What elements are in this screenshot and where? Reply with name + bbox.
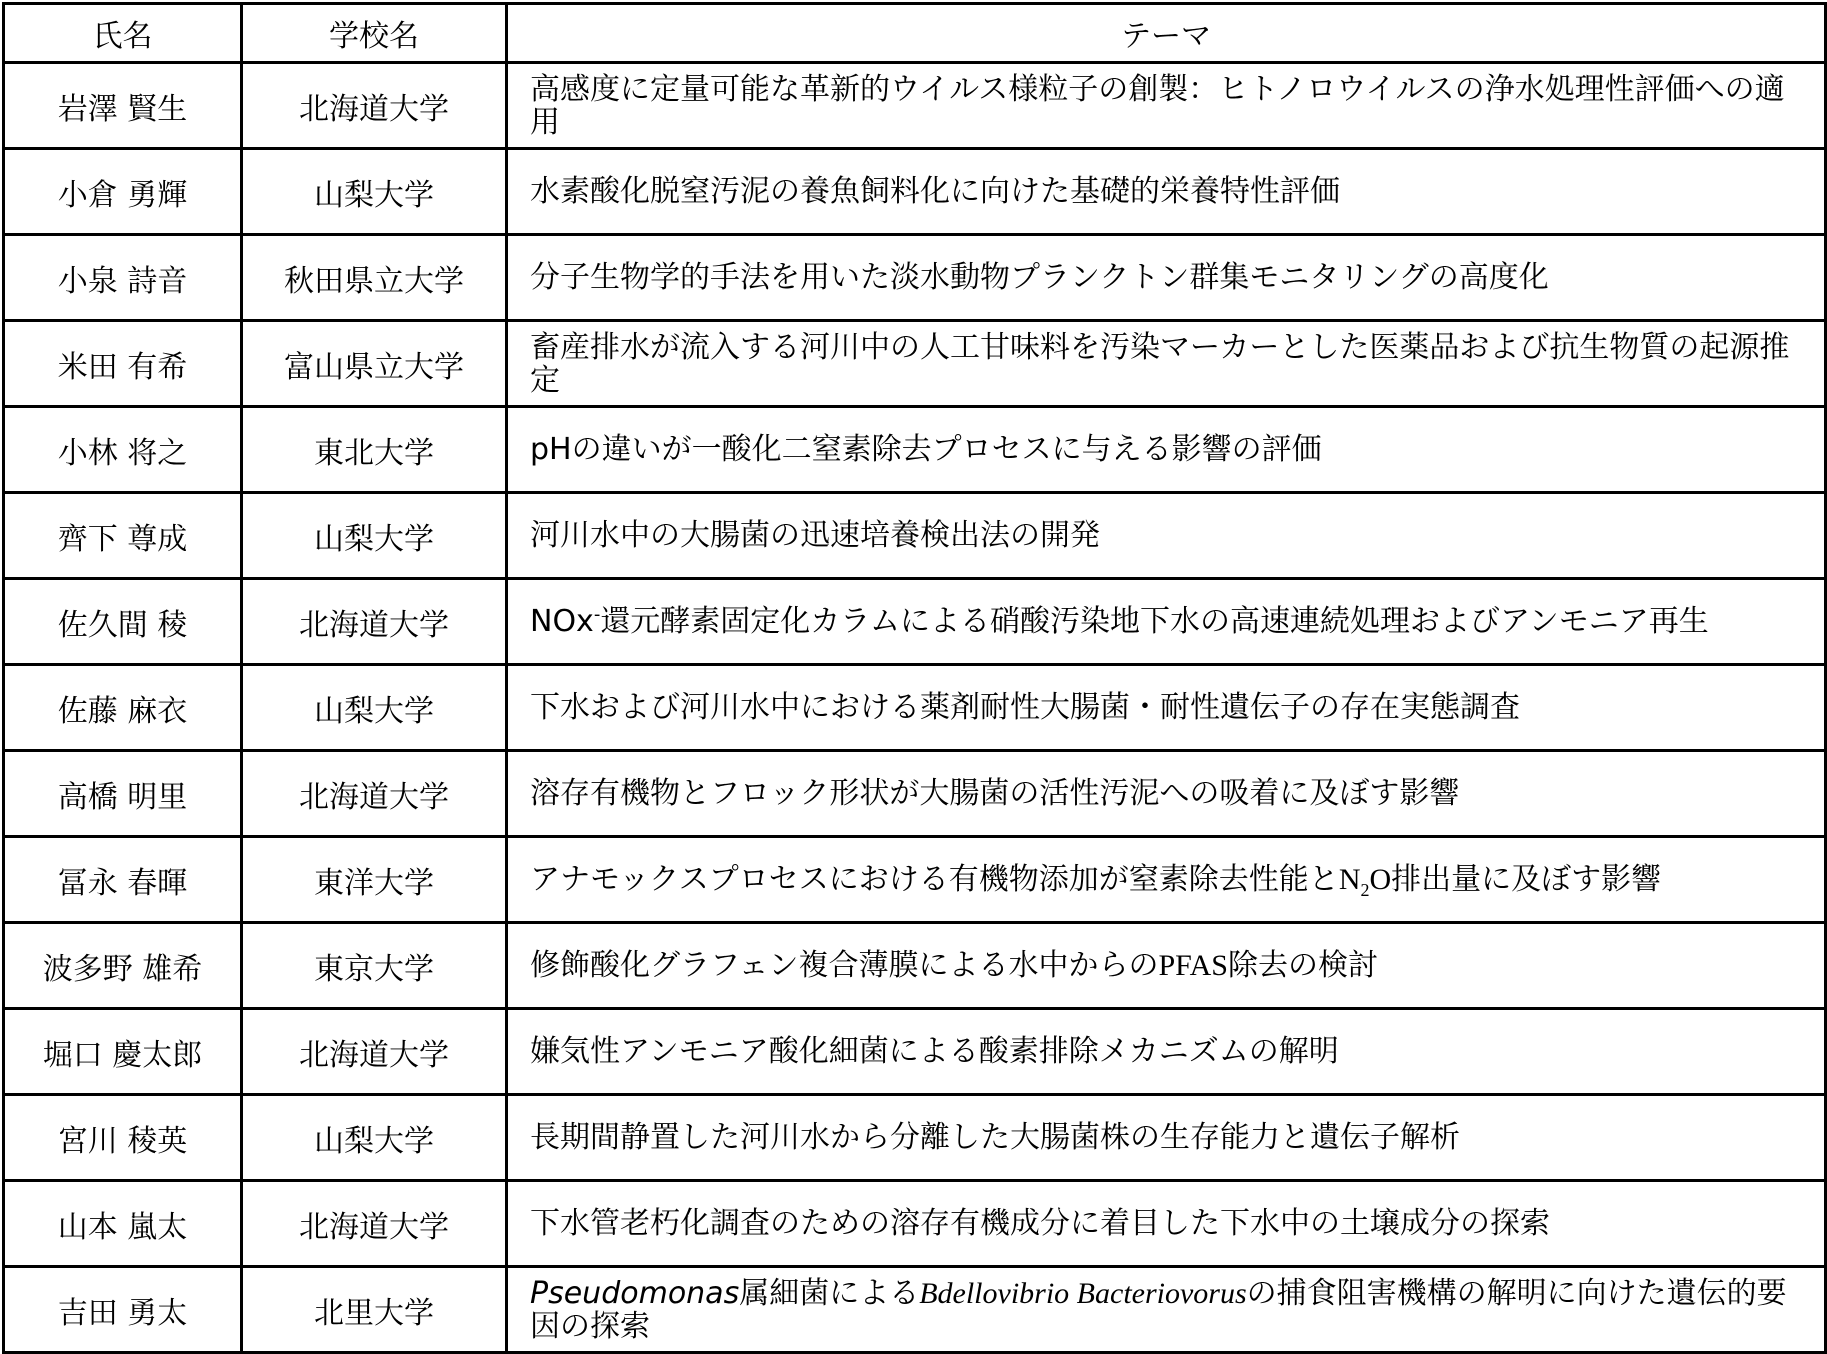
cell-theme: 水素酸化脱窒汚泥の養魚飼料化に向けた基礎的栄養特性評価 [507, 149, 1826, 235]
cell-school: 富山県立大学 [242, 321, 507, 407]
species-name: Pseudomonas [530, 1275, 740, 1311]
cell-school: 山梨大学 [242, 665, 507, 751]
cell-theme [507, 579, 1826, 665]
header-school: 学校名 [242, 4, 507, 63]
cell-theme: 高感度に定量可能な革新的ウイルス様粒子の創製：ヒトノロウイルスの浄水処理性評価への適用 [507, 63, 1826, 149]
cell-name: 佐久間 稜 [4, 579, 242, 665]
table-row [4, 923, 1826, 1009]
cell-school: 北海道大学 [242, 1009, 507, 1095]
theme-text: NOx [530, 604, 594, 639]
cell-theme: 溶存有機物とフロック形状が大腸菌の活性汚泥への吸着に及ぼす影響 [507, 751, 1826, 837]
cell-name: 米田 有希 [4, 321, 242, 407]
cell-theme: 下水および河川水中における薬剤耐性大腸菌・耐性遺伝子の存在実態調査 [507, 665, 1826, 751]
superscript: - [593, 604, 601, 625]
cell-school: 北海道大学 [242, 751, 507, 837]
theme-text: アナモックスプロセスにおける有機物添加が窒素除去性能と [530, 862, 1339, 897]
cell-school: 山梨大学 [242, 493, 507, 579]
formula-n: N [1338, 863, 1361, 896]
cell-school: 北海道大学 [242, 63, 507, 149]
pfas-text: PFAS [1158, 949, 1228, 982]
cell-theme: 長期間静置した河川水から分離した大腸菌株の生存能力と遺伝子解析 [507, 1095, 1826, 1181]
table-row [4, 63, 1826, 149]
cell-school: 山梨大学 [242, 149, 507, 235]
cell-name: 山本 嵐太 [4, 1181, 242, 1267]
header-row [4, 4, 1826, 63]
cell-school: 北海道大学 [242, 579, 507, 665]
cell-school: 山梨大学 [242, 1095, 507, 1181]
species-name: Bdellovibrio Bacteriovorus [919, 1276, 1247, 1310]
cell-name: 宮川 稜英 [4, 1095, 242, 1181]
table-row [4, 407, 1826, 493]
cell-theme: pHの違いが一酸化二窒素除去プロセスに与える影響の評価 [507, 407, 1826, 493]
table-row [4, 665, 1826, 751]
table-row [4, 1095, 1826, 1181]
cell-name: 佐藤 麻衣 [4, 665, 242, 751]
cell-theme: 下水管老朽化調査のための溶存有機成分に着目した下水中の土壌成分の探索 [507, 1181, 1826, 1267]
theme-text: 排出量に及ぼす影響 [1391, 862, 1662, 897]
cell-school: 北海道大学 [242, 1181, 507, 1267]
cell-school: 東洋大学 [242, 837, 507, 923]
cell-theme: 分子生物学的手法を用いた淡水動物プランクトン群集モニタリングの高度化 [507, 235, 1826, 321]
formula-o: O [1369, 863, 1392, 896]
cell-school: 秋田県立大学 [242, 235, 507, 321]
table-row [4, 321, 1826, 407]
table-row [4, 493, 1826, 579]
cell-theme [507, 1267, 1826, 1353]
table-row [4, 235, 1826, 321]
cell-name: 齊下 尊成 [4, 493, 242, 579]
cell-school: 東京大学 [242, 923, 507, 1009]
cell-school: 北里大学 [242, 1267, 507, 1353]
cell-name: 高橋 明里 [4, 751, 242, 837]
cell-theme: 畜産排水が流入する河川中の人工甘味料を汚染マーカーとした医薬品および抗生物質の起源推定 [507, 321, 1826, 407]
cell-theme [507, 923, 1826, 1009]
cell-theme: 嫌気性アンモニア酸化細菌による酸素排除メカニズムの解明 [507, 1009, 1826, 1095]
cell-school: 東北大学 [242, 407, 507, 493]
cell-name: 小林 将之 [4, 407, 242, 493]
cell-name: 冨永 春暉 [4, 837, 242, 923]
cell-name: 堀口 慶太郎 [4, 1009, 242, 1095]
participants-table [2, 2, 1827, 1354]
theme-text: 還元酵素固定化カラムによる硝酸汚染地下水の高速連続処理およびアンモニア再生 [600, 604, 1709, 639]
theme-text: 修飾酸化グラフェン複合薄膜による水中からの [530, 948, 1159, 983]
theme-text: 除去の検討 [1228, 948, 1378, 983]
table-row [4, 837, 1826, 923]
table-row [4, 579, 1826, 665]
subscript: 2 [1360, 880, 1370, 900]
cell-name: 岩澤 賢生 [4, 63, 242, 149]
header-theme: テーマ [507, 4, 1826, 63]
header-name: 氏名 [4, 4, 242, 63]
cell-name: 吉田 勇太 [4, 1267, 242, 1353]
table-row [4, 1267, 1826, 1353]
table-row [4, 1181, 1826, 1267]
cell-name: 小泉 詩音 [4, 235, 242, 321]
theme-text: 属細菌による [739, 1275, 920, 1311]
cell-theme [507, 837, 1826, 923]
table-row [4, 1009, 1826, 1095]
table-row [4, 751, 1826, 837]
table-row [4, 149, 1826, 235]
cell-name: 小倉 勇輝 [4, 149, 242, 235]
cell-theme: 河川水中の大腸菌の迅速培養検出法の開発 [507, 493, 1826, 579]
theme-text: の捕食阻害機構の解明に向けた遺伝的要因の探索 [530, 1275, 1787, 1344]
cell-name: 波多野 雄希 [4, 923, 242, 1009]
